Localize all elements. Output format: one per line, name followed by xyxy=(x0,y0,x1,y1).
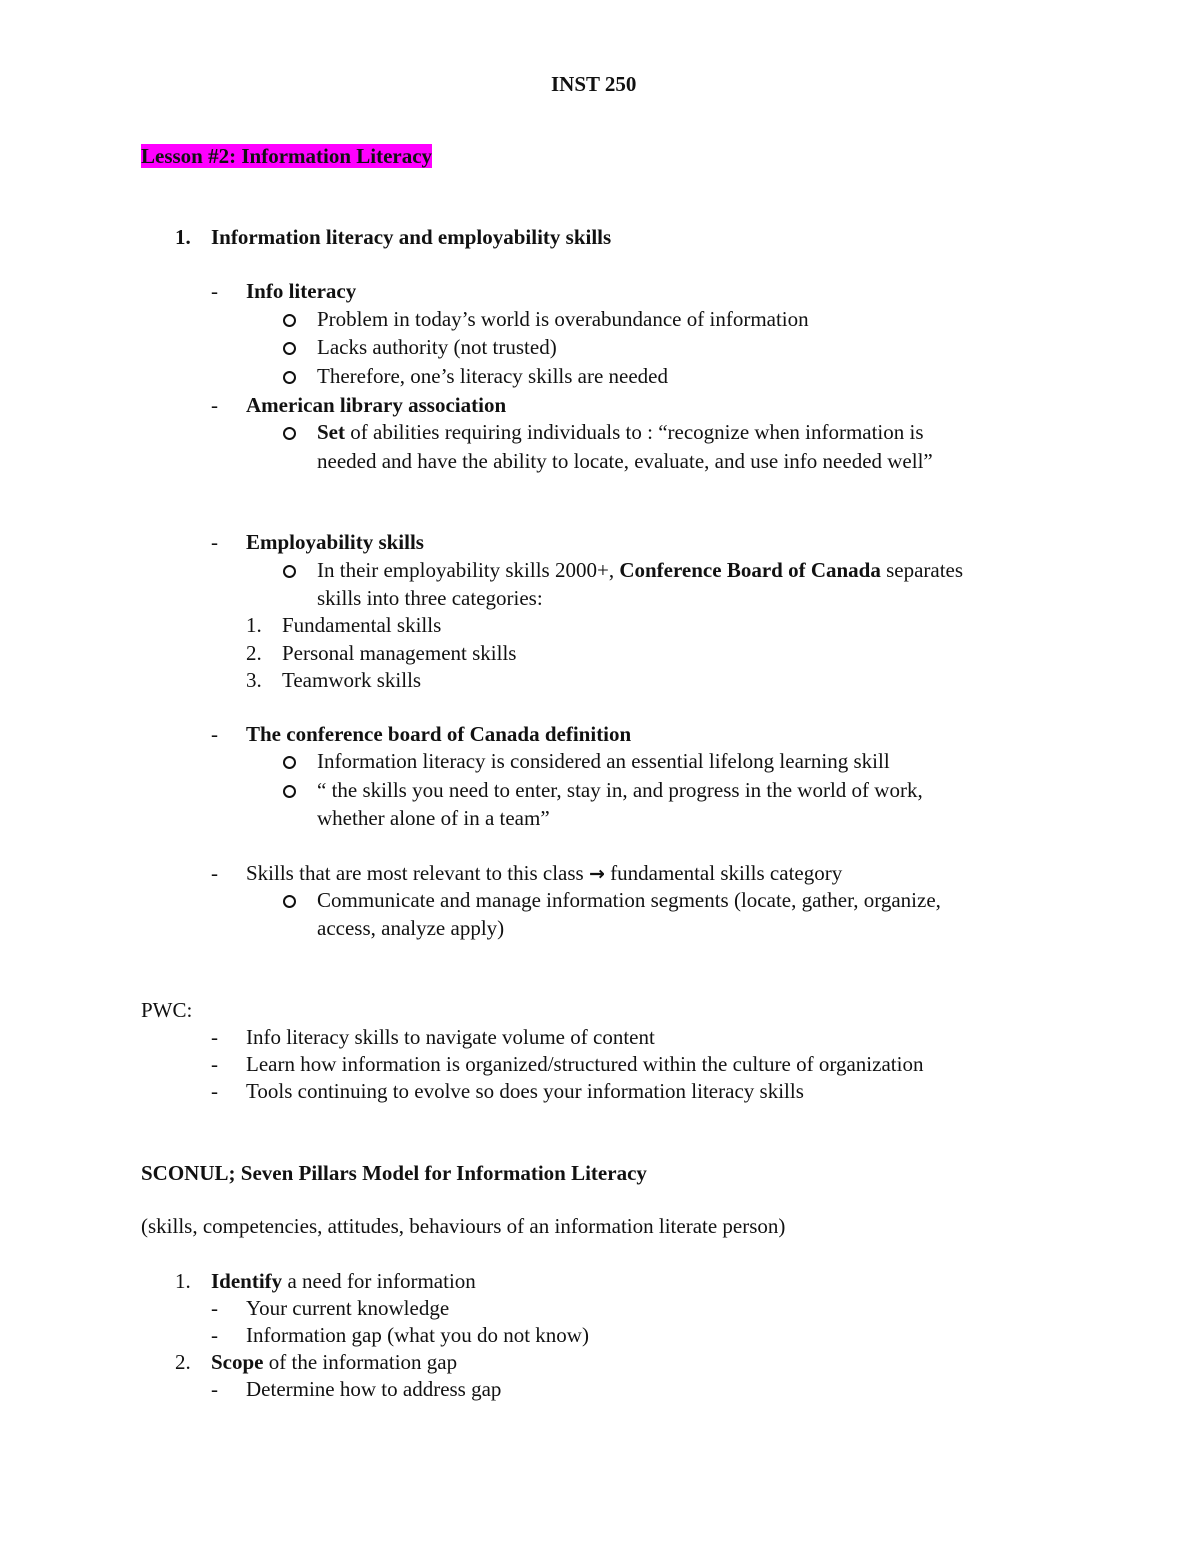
relevant-text-start: Skills that are most relevant to this class xyxy=(246,861,589,885)
info-literacy-label: Info literacy xyxy=(246,279,357,303)
circle-bullet-icon xyxy=(283,895,296,908)
dash-bullet: - xyxy=(211,1323,218,1347)
dash-bullet: - xyxy=(211,530,218,554)
list-item-text: Therefore, one’s literacy skills are needed xyxy=(317,364,669,388)
pillar-rest: a need for information xyxy=(282,1269,476,1293)
ala-line2: needed and have the ability to locate, evaluate, and use info needed well” xyxy=(317,449,933,473)
employ-line1-start: In their employability skills 2000+, xyxy=(317,558,620,582)
employ-line1-end: separates xyxy=(880,558,964,582)
category-text: Fundamental skills xyxy=(282,613,442,637)
pillar-item: Your current knowledge xyxy=(246,1296,450,1320)
dash-bullet: - xyxy=(211,1296,218,1320)
pillar-rest: of the information gap xyxy=(263,1350,458,1374)
ala-label: American library association xyxy=(246,393,507,417)
relevant-sub-line2: access, analyze apply) xyxy=(317,916,505,940)
circle-bullet-icon xyxy=(283,427,296,440)
pillar-item: Determine how to address gap xyxy=(246,1377,502,1401)
section-title: Information literacy and employability skills xyxy=(211,225,612,249)
circle-bullet-icon xyxy=(283,371,296,384)
lesson-title xyxy=(141,142,432,170)
dash-bullet: - xyxy=(211,1052,218,1076)
circle-bullet-icon xyxy=(283,785,296,798)
dash-bullet: - xyxy=(211,1377,218,1401)
dash-bullet: - xyxy=(211,861,218,885)
dash-bullet: - xyxy=(211,279,218,303)
category-number: 3. xyxy=(246,668,262,692)
relevant-line xyxy=(246,859,842,888)
cbc-definition-label: The conference board of Canada definition xyxy=(246,722,632,746)
pwc-label: PWC: xyxy=(141,998,193,1022)
list-item-text: Lacks authority (not trusted) xyxy=(317,335,557,359)
list-item-text: Problem in today’s world is overabundance of information xyxy=(317,307,809,331)
category-number: 1. xyxy=(246,613,262,637)
cbc-bold: Conference Board of Canada xyxy=(619,558,881,582)
circle-bullet-icon xyxy=(283,342,296,355)
pillar-number: 1. xyxy=(175,1269,191,1293)
employability-label: Employability skills xyxy=(246,530,424,554)
right-arrow-icon: → xyxy=(588,863,605,885)
cbc-item2-line2: whether alone of in a team” xyxy=(317,806,550,830)
list-item-text: Communicate and manage information segments (locate, gather, organize, xyxy=(317,888,941,912)
pillar-bold: Scope xyxy=(211,1350,264,1374)
sconul-subtitle: (skills, competencies, attitudes, behaviours of an information literate person) xyxy=(141,1214,786,1238)
pillar-line xyxy=(211,1267,476,1295)
category-number: 2. xyxy=(246,641,262,665)
set-bold: Set xyxy=(317,420,345,444)
dash-bullet: - xyxy=(211,722,218,746)
list-item-text: “ the skills you need to enter, stay in, and progress in the world of work, xyxy=(317,778,923,802)
pillar-line xyxy=(211,1348,457,1376)
circle-bullet-icon xyxy=(283,565,296,578)
section-number: 1. xyxy=(175,225,191,249)
pillar-number: 2. xyxy=(175,1350,191,1374)
circle-bullet-icon xyxy=(283,756,296,769)
dash-bullet: - xyxy=(211,1079,218,1103)
dash-bullet: - xyxy=(211,393,218,417)
course-title: INST 250 xyxy=(551,72,637,96)
relevant-text-end: fundamental skills category xyxy=(604,861,843,885)
pwc-item: Info literacy skills to navigate volume of content xyxy=(246,1025,655,1049)
category-text: Teamwork skills xyxy=(282,668,422,692)
employ-line2: skills into three categories: xyxy=(317,586,543,610)
circle-bullet-icon xyxy=(283,314,296,327)
pwc-item: Learn how information is organized/structured within the culture of organization xyxy=(246,1052,924,1076)
pillar-bold: Identify xyxy=(211,1269,283,1293)
dash-bullet: - xyxy=(211,1025,218,1049)
category-text: Personal management skills xyxy=(282,641,517,665)
lesson-title-highlight: Lesson #2: Information Literacy xyxy=(141,144,433,168)
pwc-item: Tools continuing to evolve so does your information literacy skills xyxy=(246,1079,804,1103)
pillar-item: Information gap (what you do not know) xyxy=(246,1323,589,1347)
sconul-title: SCONUL; Seven Pillars Model for Information Literacy xyxy=(141,1161,647,1185)
ala-line1: of abilities requiring individuals to : “recognize when information is xyxy=(345,420,924,444)
list-item-text: Information literacy is considered an essential lifelong learning skill xyxy=(317,749,890,773)
